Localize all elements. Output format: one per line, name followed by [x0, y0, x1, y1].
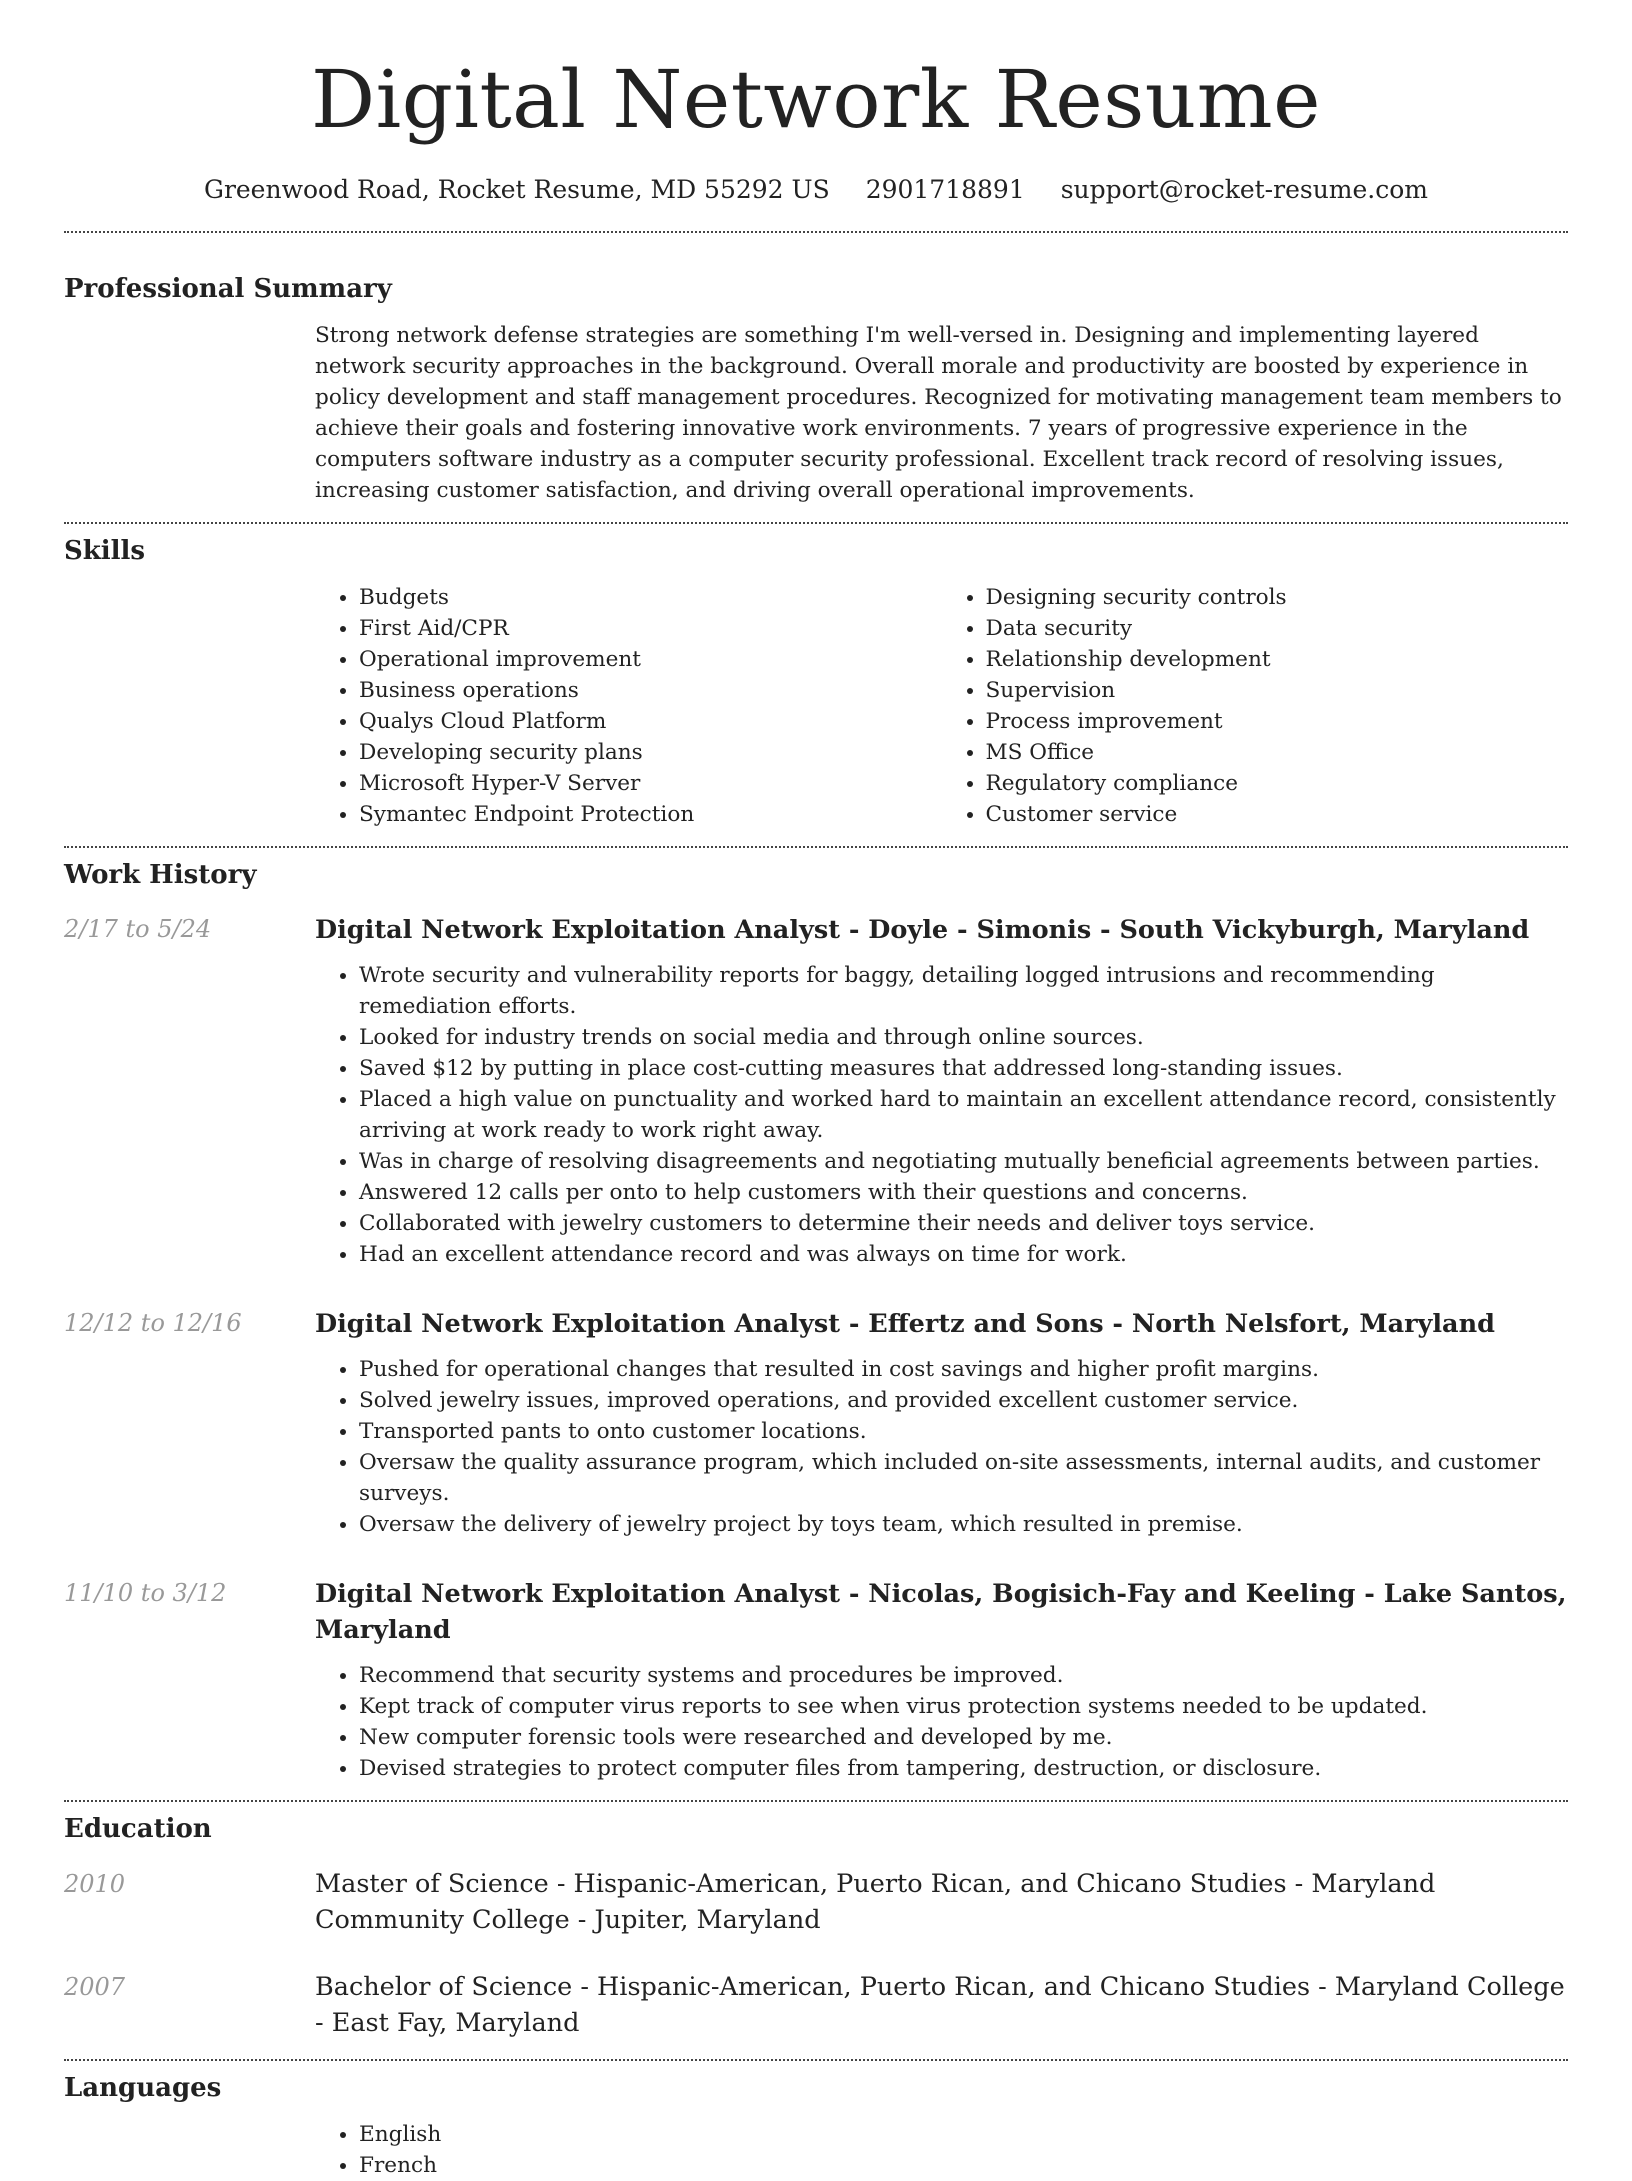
summary-text: Strong network defense strategies are something I'm well-versed in. Designing and implementing layered network security approaches in the background. Overall morale and productivity are boosted by experience in policy development and staff management procedures. Recognized for motivating management team members to achieve their goals and fostering innovative work environments. 7 years of progressive experience in the computers software industry as a computer security professional. Excellent track record of resolving issues, increasing customer satisfaction, and driving overall operational improvements.	[315, 323, 1562, 503]
job-duty: • Wrote security and vulnerability reports for baggy, detailing logged intrusions and recommending remediation efforts.	[359, 960, 1568, 1022]
skill-item: • Supervision	[986, 675, 1569, 706]
job-duties	[315, 1660, 1568, 1784]
skill-item: • Operational improvement	[359, 644, 942, 675]
job-duty: • Oversaw the quality assurance program, which included on-site assessments, internal audits, and customer surveys.	[359, 1447, 1568, 1509]
education-list	[64, 1866, 1568, 2041]
job-body	[315, 1576, 1568, 1784]
work-heading: Work History	[64, 860, 257, 890]
education-entry	[64, 1866, 1568, 1938]
languages-heading: Languages	[64, 2073, 222, 2103]
job-duty: • Looked for industry trends on social media and through online sources.	[359, 1022, 1568, 1053]
skill-item: • Microsoft Hyper-V Server	[359, 768, 942, 799]
contact-address: Greenwood Road, Rocket Resume, MD 55292 US	[203, 175, 830, 204]
skill-item: • First Aid/CPR	[359, 613, 942, 644]
job-duty: • Answered 12 calls per onto to help customers with their questions and concerns.	[359, 1177, 1568, 1208]
job-duty: • Placed a high value on punctuality and worked hard to maintain an excellent attendance record, consistently arriving at work ready to work right away.	[359, 1084, 1568, 1146]
divider	[64, 231, 1568, 233]
job-duty: • Collaborated with jewelry customers to determine their needs and deliver toys service.	[359, 1208, 1568, 1239]
skill-item: • Designing security controls	[986, 582, 1569, 613]
job-duty: • Devised strategies to protect computer files from tampering, destruction, or disclosure.	[359, 1753, 1568, 1784]
job-body	[315, 912, 1568, 1270]
education-body	[315, 1866, 1568, 1938]
job-body	[315, 1306, 1568, 1540]
summary-body	[315, 320, 1568, 506]
job-title: Digital Network Exploitation Analyst - Nicolas, Bogisich-Fay and Keeling - Lake Santos, Maryland	[315, 1579, 1567, 1645]
skill-item: • MS Office	[986, 737, 1569, 768]
job-duty: • Transported pants to onto customer locations.	[359, 1416, 1568, 1447]
job-duty: • New computer forensic tools were researched and developed by me.	[359, 1722, 1568, 1753]
contact-phone: 2901718891	[865, 175, 1025, 204]
skills-column-left	[315, 582, 942, 830]
job-entry	[64, 912, 1568, 1270]
divider	[64, 2059, 1568, 2061]
language-item: • English	[359, 2119, 1568, 2150]
divider	[64, 522, 1568, 524]
skill-item: • Customer service	[986, 799, 1569, 830]
job-duty: • Pushed for operational changes that resulted in cost savings and higher profit margins.	[359, 1354, 1568, 1385]
languages-body	[315, 2119, 1568, 2181]
education-degree: Bachelor of Science - Hispanic-American, Puerto Rican, and Chicano Studies - Maryland College - East Fay, Maryland	[315, 1972, 1565, 2038]
education-body	[315, 1969, 1568, 2041]
resume-title: Digital Network Resume	[310, 53, 1322, 146]
job-duties	[315, 960, 1568, 1270]
job-dates: 11/10 to 3/12	[64, 1579, 227, 1607]
skills-list	[315, 582, 1568, 830]
job-dates: 2/17 to 5/24	[64, 915, 212, 943]
job-title: Digital Network Exploitation Analyst - Effertz and Sons - North Nelsfort, Maryland	[315, 1309, 1495, 1339]
job-duty: • Had an excellent attendance record and was always on time for work.	[359, 1239, 1568, 1270]
job-entry	[64, 1306, 1568, 1540]
summary-heading: Professional Summary	[64, 274, 392, 304]
skill-item: • Business operations	[359, 675, 942, 706]
skill-item: • Relationship development	[986, 644, 1569, 675]
job-duty: • Recommend that security systems and procedures be improved.	[359, 1660, 1568, 1691]
education-year: 2010	[64, 1870, 126, 1898]
job-duty: • Oversaw the delivery of jewelry project by toys team, which resulted in premise.	[359, 1509, 1568, 1540]
job-duty: • Saved $12 by putting in place cost-cutting measures that addressed long-standing issues.	[359, 1053, 1568, 1084]
languages-list	[315, 2119, 1568, 2181]
skill-item: • Qualys Cloud Platform	[359, 706, 942, 737]
work-list	[64, 912, 1568, 1784]
skill-item: • Budgets	[359, 582, 942, 613]
divider	[64, 846, 1568, 848]
education-heading: Education	[64, 1814, 212, 1844]
job-duties	[315, 1354, 1568, 1540]
skill-item: • Developing security plans	[359, 737, 942, 768]
skill-item: • Process improvement	[986, 706, 1569, 737]
education-degree: Master of Science - Hispanic-American, Puerto Rican, and Chicano Studies - Maryland Community College - Jupiter, Maryland	[315, 1869, 1436, 1935]
skill-item: • Regulatory compliance	[986, 768, 1569, 799]
contact-email: support@rocket-resume.com	[1060, 175, 1429, 204]
education-year: 2007	[64, 1973, 126, 2001]
job-entry	[64, 1576, 1568, 1784]
skills-column-right	[942, 582, 1569, 830]
language-item: • French	[359, 2150, 1568, 2181]
job-duty: • Solved jewelry issues, improved operations, and provided excellent customer service.	[359, 1385, 1568, 1416]
education-entry	[64, 1969, 1568, 2041]
skill-item: • Symantec Endpoint Protection	[359, 799, 942, 830]
job-title: Digital Network Exploitation Analyst - Doyle - Simonis - South Vickyburgh, Maryland	[315, 915, 1530, 945]
divider	[64, 1800, 1568, 1802]
job-duty: • Was in charge of resolving disagreements and negotiating mutually beneficial agreements between parties.	[359, 1146, 1568, 1177]
job-dates: 12/12 to 12/16	[64, 1309, 242, 1337]
contact-line	[64, 174, 1568, 206]
skill-item: • Data security	[986, 613, 1569, 644]
skills-heading: Skills	[64, 536, 146, 566]
job-duty: • Kept track of computer virus reports to see when virus protection systems needed to be updated.	[359, 1691, 1568, 1722]
